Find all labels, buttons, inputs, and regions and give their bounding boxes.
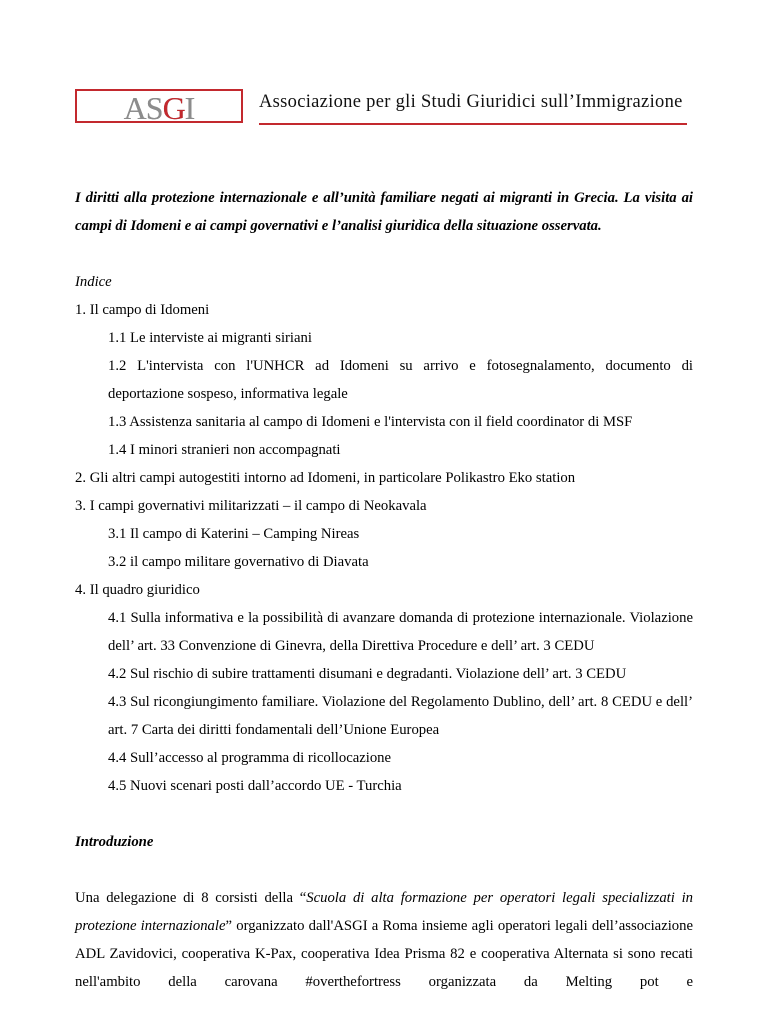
organization-name: Associazione per gli Studi Giuridici sull’Immigrazione [259, 92, 683, 112]
logo-text-as: AS [123, 90, 163, 126]
document-title: I diritti alla protezione internazionale e all’unità familiare negati ai migranti in Grecia. La visita ai campi di Idomeni e ai campi governativi e l’analisi giuridica della situazione osservata. [75, 190, 693, 234]
toc-item: 1.1 Le interviste ai migranti siriani [108, 330, 312, 346]
toc-item: 4.4 Sull’accesso al programma di ricollocazione [108, 750, 392, 766]
toc-item: 1. Il campo di Idomeni [75, 302, 210, 318]
table-of-contents [75, 296, 693, 800]
asgi-logo [75, 89, 243, 126]
intro-text-before: Una delegazione di 8 corsisti della “ [75, 890, 307, 906]
toc-item: 3.1 Il campo di Katerini – Camping Nireas [108, 526, 360, 542]
toc-item: 3. I campi governativi militarizzati – il campo di Neokavala [75, 498, 427, 514]
toc-item: 4.1 Sulla informativa e la possibilità di avanzare domanda di protezione internazionale. Violazione dell’ art. 33 Convenzione di Ginevra, della Direttiva Procedure e dell’ art. 3 CEDU [108, 610, 693, 654]
intro-text-emphasis: Scuola di alta formazione per operatori legali specializzati in protezione internazionale [75, 890, 693, 934]
logo-wordmark [77, 92, 241, 124]
header-rule [259, 123, 687, 125]
toc-item: 4. Il quadro giuridico [75, 582, 200, 598]
toc-item: 3.2 il campo militare governativo di Diavata [108, 554, 369, 570]
toc-item: 4.5 Nuovi scenari posti dall’accordo UE - Turchia [108, 778, 402, 794]
toc-item: 4.2 Sul rischio di subire trattamenti disumani e degradanti. Violazione dell’ art. 3 CEDU [108, 666, 627, 682]
intro-text-after: ” organizzato dall'ASGI a Roma insieme agli operatori legali dell’associazione ADL Zavidovici, cooperativa K-Pax, cooperativa Idea Prisma 82 e cooperativa Alternata si sono recati nell'ambito della carovana #overthefortress organizzata da Melting pot e [75, 918, 693, 990]
toc-item: 4.3 Sul ricongiungimento familiare. Violazione del Regolamento Dublino, dell’ art. 8 CEDU e dell’ art. 7 Carta dei diritti fondamentali dell’Unione Europea [108, 694, 693, 738]
document-body [75, 184, 693, 1011]
toc-item: 1.3 Assistenza sanitaria al campo di Idomeni e l'intervista con il field coordinator di MSF [108, 414, 633, 430]
logo-text-g: G [162, 90, 185, 126]
logo-text-i: I [184, 90, 195, 126]
index-label: Indice [75, 274, 112, 290]
toc-item: 2. Gli altri campi autogestiti intorno ad Idomeni, in particolare Polikastro Eko station [75, 470, 576, 486]
intro-paragraph [75, 884, 693, 996]
toc-item: 1.2 L'intervista con l'UNHCR ad Idomeni su arrivo e fotosegnalamento, documento di deportazione sospeso, informativa legale [108, 358, 693, 402]
toc-item: 1.4 I minori stranieri non accompagnati [108, 442, 341, 458]
intro-heading: Introduzione [75, 834, 154, 850]
